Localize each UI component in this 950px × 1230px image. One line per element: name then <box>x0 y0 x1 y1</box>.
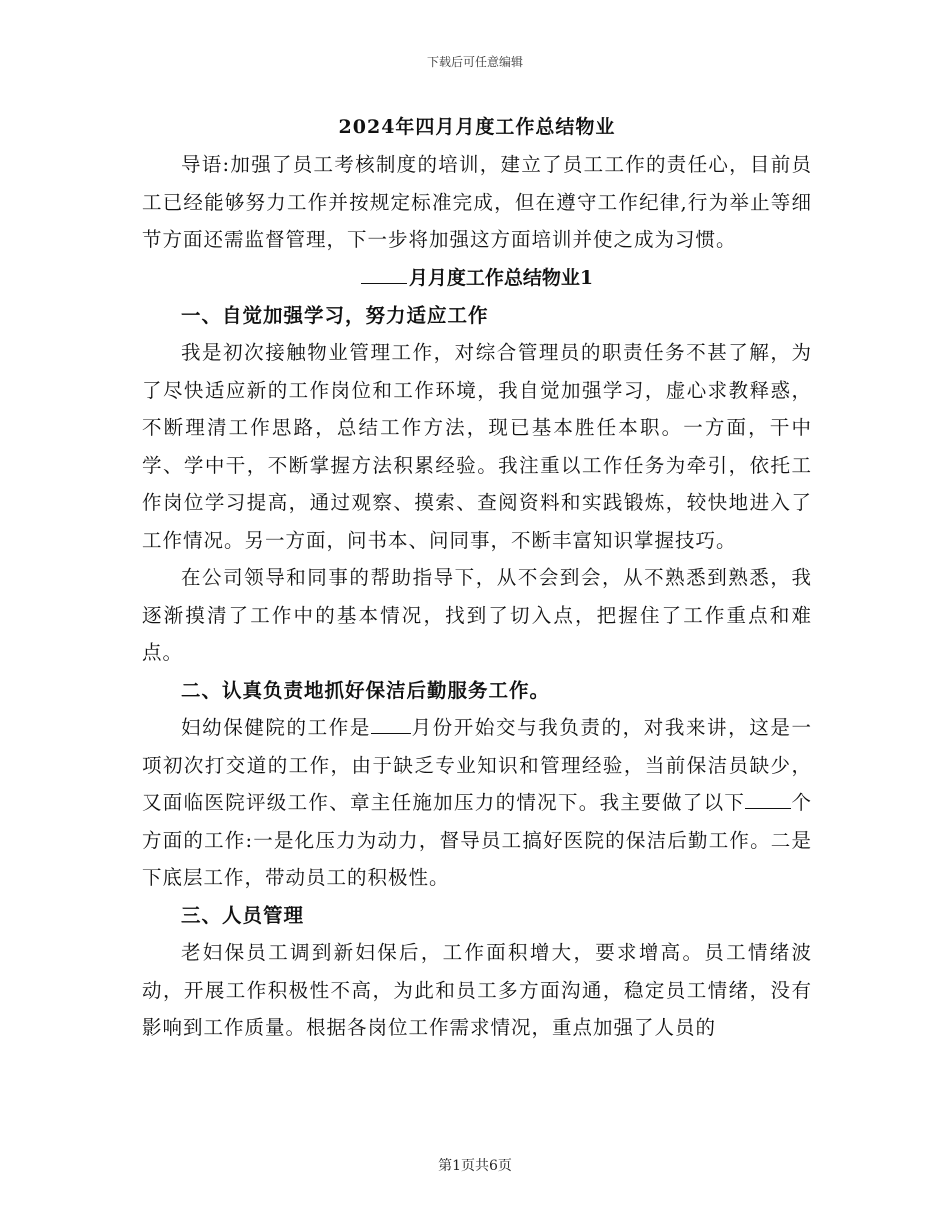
intro-paragraph: 导语:加强了员工考核制度的培训，建立了员工工作的责任心，目前员工已经能够努力工作并按规定标准完成，但在遵守工作纪律,行为举止等细节方面还需监督管理，下一步将加强这方面培训并使之成为习惯。 <box>142 153 812 251</box>
section-1-paragraph-1: 我是初次接触物业管理工作，对综合管理员的职责任务不甚了解，为了尽快适应新的工作岗位和工作环境，我自觉加强学习，虚心求教释惑，不断理清工作思路，总结工作方法，现已基本胜任本职。一方面，干中学、学中干，不断掌握方法积累经验。我注重以工作任务为牵引，依托工作岗位学习提高，通过观察、摸索、查阅资料和实践锻炼，较快地进入了工作情况。另一方面，问书本、问同事，不断丰富知识掌握技巧。 <box>142 341 812 552</box>
section-subtitle <box>142 259 812 297</box>
document-title: 2024年四月月度工作总结物业 <box>338 116 616 138</box>
section-1-paragraph-2: 在公司领导和同事的帮助指导下，从不会到会，从不熟悉到熟悉，我逐渐摸清了工作中的基本情况，找到了切入点，把握住了工作重点和难点。 <box>142 566 812 664</box>
page-footer: 第1页共6页 <box>438 1158 512 1174</box>
section-heading-2: 二、认真负责地抓好保洁后勤服务工作。 <box>181 678 551 702</box>
section-2-paragraph-1 <box>142 709 812 897</box>
header-note: 下载后可任意编辑 <box>426 55 523 69</box>
fill-blank <box>371 715 411 734</box>
subtitle-text: 月月度工作总结物业1 <box>408 266 594 289</box>
paragraph-text: 妇幼保健院的工作是 <box>181 716 371 739</box>
paragraph-text: 月份开始交与我负责的，对我来讲，这是一项初次打交道的工作，由于缺乏专业知识和管理经验，当前保洁员缺少，又面临医院评级工作、章主任施加压力的情况下。我主要做了以下 <box>142 716 812 814</box>
paragraph-text: 个方面的工作:一是化压力为动力，督导员工搞好医院的保洁后勤工作。二是下底层工作，带动员工的积极性。 <box>142 791 812 889</box>
fill-blank <box>361 263 407 284</box>
fill-blank <box>745 790 791 809</box>
section-heading-1: 一、自觉加强学习，努力适应工作 <box>181 303 489 327</box>
section-3-paragraph-1: 老妇保员工调到新妇保后，工作面积增大，要求增高。员工情绪波动，开展工作积极性不高，为此和员工多方面沟通，稳定员工情绪，没有影响到工作质量。根据各岗位工作需求情况，重点加强了人员的 <box>142 941 812 1039</box>
document-body <box>142 108 812 1047</box>
section-heading-3: 三、人员管理 <box>181 903 305 927</box>
